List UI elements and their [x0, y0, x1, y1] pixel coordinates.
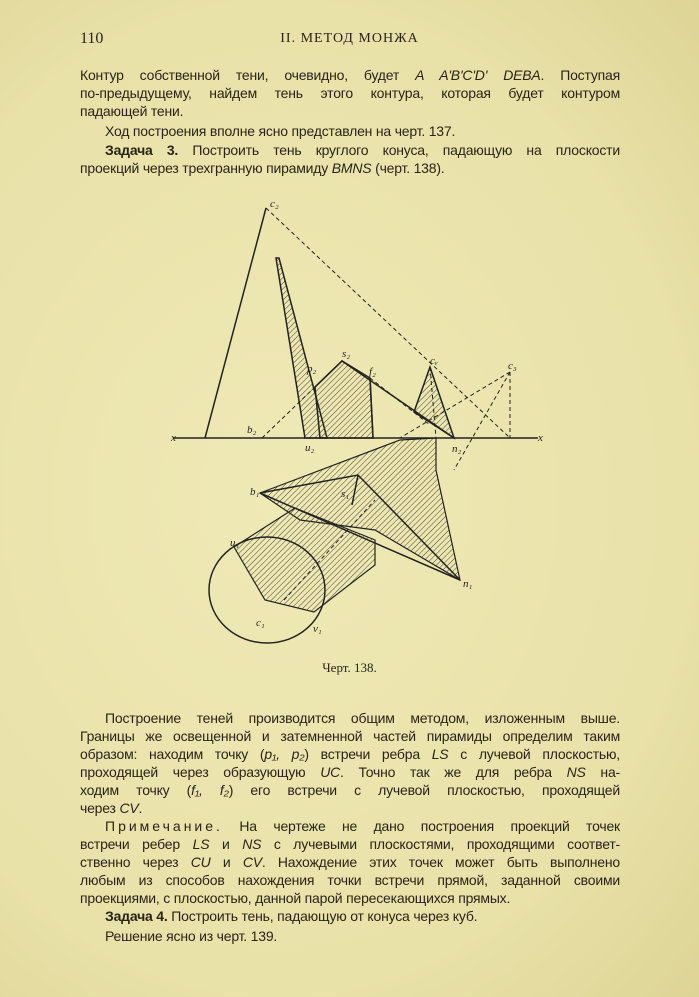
math-symbol: BMNS	[331, 160, 372, 176]
text-span: проходящей через образующую	[80, 764, 321, 780]
text-span: . Нахождение этих точек может быть выполнено	[261, 854, 620, 870]
text-line	[80, 799, 620, 817]
text-span: образом: находим точку (	[80, 746, 265, 762]
text-span: Задача 3.	[105, 142, 179, 158]
math-symbol: NS	[566, 764, 586, 780]
text-line	[80, 781, 620, 799]
text-line	[80, 871, 620, 889]
text-span: Ход построения вполне ясно представлен на черт. 137.	[105, 123, 456, 139]
math-symbol: A A'B'C'D' DEBA	[415, 67, 541, 83]
text-span: . Точно так же для ребра	[340, 764, 567, 780]
math-symbol: NS	[242, 836, 262, 852]
math-symbol: LS	[192, 836, 210, 852]
text-line	[80, 853, 620, 871]
text-line	[105, 927, 620, 945]
math-symbol: CU	[190, 854, 211, 870]
text-span: проекций через трехгранную пирамиду	[80, 160, 332, 176]
text-span: Построить тень, падающую от конуса через куб.	[167, 908, 478, 924]
math-symbol: CV	[119, 800, 139, 816]
label-c1: c₁	[256, 617, 265, 629]
text-span: ) его встречи с лучевой плоскостью, проходящей	[228, 782, 620, 798]
label-u1_bottom: v₁	[313, 623, 322, 635]
label-n2: n₂	[452, 443, 462, 455]
text-span: . Поступая	[540, 67, 620, 83]
text-line	[80, 745, 620, 763]
text-span: падающей тени.	[80, 103, 184, 119]
label-c2: c₂	[270, 198, 279, 210]
math-symbol: p₁, p₂	[264, 746, 305, 762]
text-span: и	[210, 854, 243, 870]
page-number: 110	[80, 30, 104, 47]
pyramid-shadow-front	[315, 361, 373, 438]
label-s2: s₂	[342, 348, 351, 360]
text-span: встречи ребер	[80, 836, 193, 852]
label-c3: c₃	[508, 360, 517, 372]
running-header: II. МЕТОД МОНЖА	[280, 31, 419, 46]
text-line	[80, 727, 620, 745]
label-s1: s₁	[341, 488, 350, 500]
text-line	[80, 889, 620, 907]
text-span: (черт. 138).	[371, 160, 445, 176]
text-span: ходим точку (	[80, 782, 192, 798]
text-span: Решение ясно из черт. 139.	[105, 928, 278, 944]
text-span: Примечание.	[105, 818, 223, 834]
text-span: Контур собственной тени, очевидно, будет	[80, 67, 416, 83]
text-span: по-предыдущему, найдем тень этого контура, которая будет контуром	[80, 85, 620, 101]
math-symbol: f₁, f₂	[191, 782, 229, 798]
label-axis_left: x	[171, 432, 176, 444]
text-span: ственно через	[80, 854, 191, 870]
text-span: ) встречи ребра	[304, 746, 432, 762]
text-line	[105, 709, 620, 727]
math-symbol: CV	[242, 854, 262, 870]
text-span: Построение теней производится общим методом, изложенным выше.	[105, 710, 620, 726]
text-span: через	[80, 800, 120, 816]
text-span: .	[138, 800, 143, 816]
text-line	[80, 763, 620, 781]
label-f2: f₂	[369, 366, 376, 378]
text-span: На чертеже не дано построения проекций точек	[222, 818, 620, 834]
math-symbol: UC	[320, 764, 341, 780]
text-span: Задача 4.	[105, 908, 168, 924]
text-span: на-	[585, 764, 620, 780]
text-span: с лучевыми плоскостями, проходящими соответ-	[261, 836, 620, 852]
text-span: Построить тень круглого конуса, падающую на плоскости	[178, 142, 620, 158]
label-n1: n₁	[463, 578, 473, 590]
figure-caption: Черт. 138.	[322, 660, 377, 675]
label-p2: p₂	[307, 363, 317, 375]
label-b2: b₂	[247, 424, 257, 436]
text-span: с лучевой плоскостью,	[448, 746, 620, 762]
cone-left-edge	[205, 208, 266, 438]
text-line	[80, 835, 620, 853]
math-symbol: LS	[431, 746, 449, 762]
text-span: и	[209, 836, 243, 852]
label-axis_right: x	[538, 432, 543, 444]
cv-shadow	[414, 367, 454, 438]
text-span: проекциями, с плоскостью, данной парой пересекающихся прямых.	[80, 890, 511, 906]
label-u1_top: u₁	[230, 537, 240, 549]
text-span: любым из способов нахождения точки встречи прямой, заданной своими	[80, 872, 620, 888]
label-cv: cᵥ	[430, 355, 438, 367]
label-b1: b₁	[250, 486, 260, 498]
text-line	[105, 907, 620, 925]
text-span: Границы же освещенной и затемненной частей пирамиды определим таким	[80, 728, 620, 744]
label-u2: u₂	[305, 442, 315, 454]
text-line	[105, 817, 620, 835]
